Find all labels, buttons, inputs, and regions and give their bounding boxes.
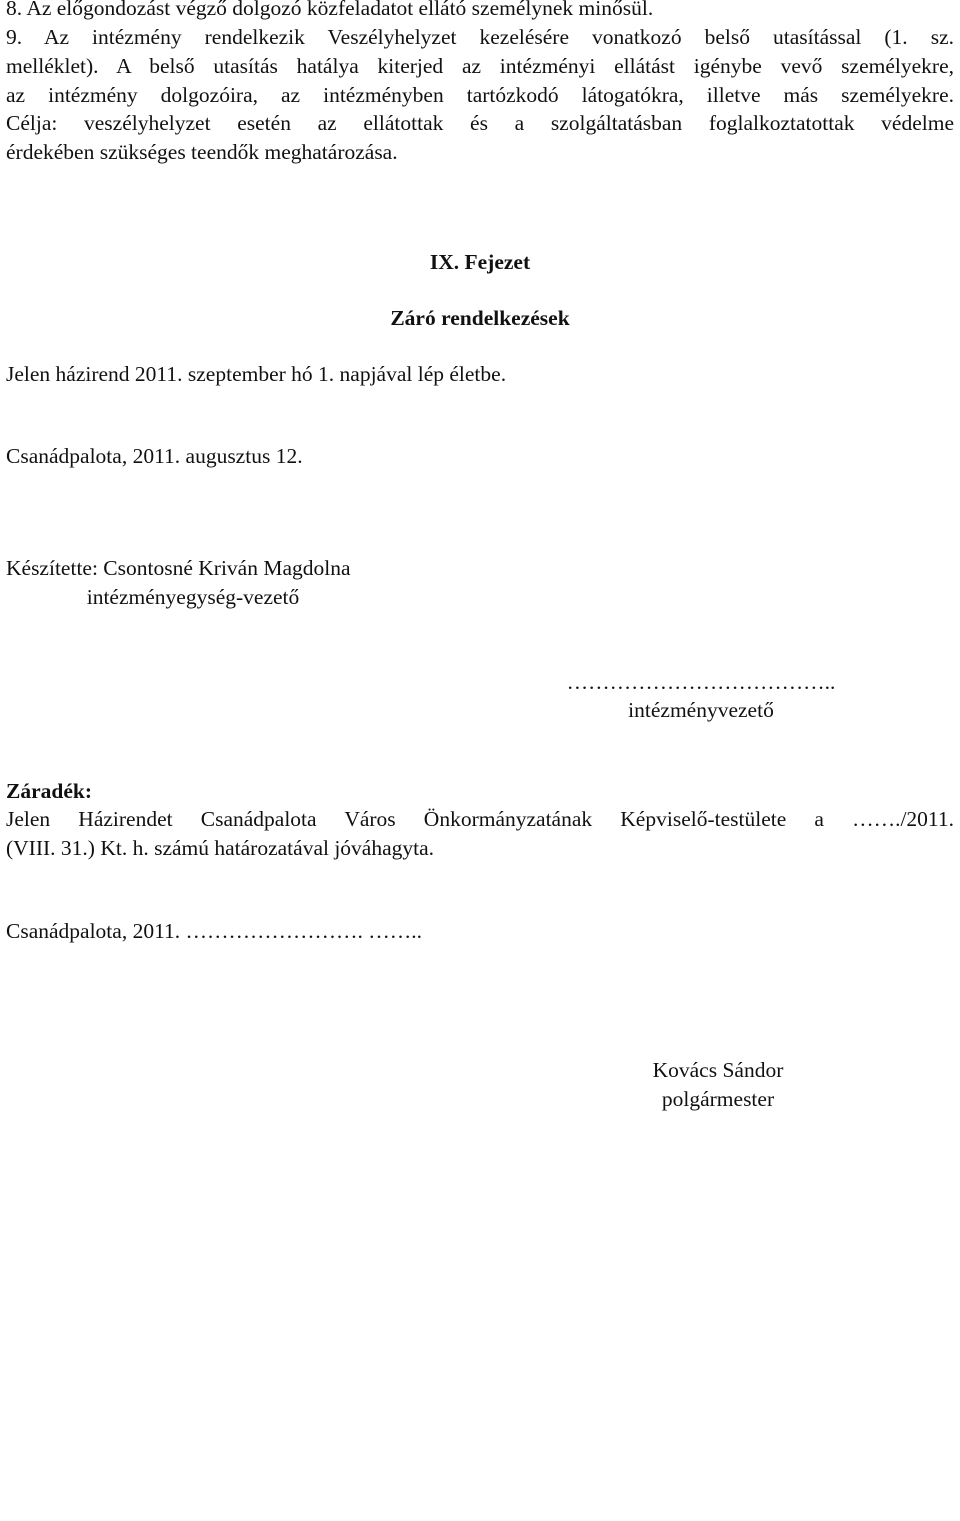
clause-heading: Záradék: (6, 779, 92, 803)
prepared-by: Készítette: Csontosné Kriván Magdolna (6, 556, 351, 580)
director-signature-dots: ……………………………….. (566, 670, 836, 694)
clause-place-date: Csanádpalota, 2011. ……………………. …….. (6, 919, 423, 943)
paragraph-9-line-5: érdekében szükséges teendők meghatározása. (6, 140, 398, 164)
paragraph-9-line-3: az intézmény dolgozóira, az intézményben tartózkodó látogatókra, illetve más személyekre. (6, 83, 954, 107)
clause-line-1: Jelen Házirendet Csanádpalota Város Önkormányzatának Képviselő-testülete a ……./2011. (6, 807, 954, 831)
place-date: Csanádpalota, 2011. augusztus 12. (6, 444, 303, 468)
mayor-role: polgármester (661, 1087, 775, 1111)
mayor-name: Kovács Sándor (652, 1058, 784, 1082)
paragraph-9-line-1: 9. Az intézmény rendelkezik Veszélyhelyzet kezelésére vonatkozó belső utasítással (1. sz. (6, 25, 954, 49)
paragraph-9-line-2: melléklet). A belső utasítás hatálya kiterjed az intézményi ellátást igénybe vevő személyekre, (6, 54, 954, 78)
paragraph-9-line-4: Célja: veszélyhelyzet esetén az ellátottak és a szolgáltatásban foglalkoztatottak védelme (6, 111, 954, 135)
clause-line-2: (VIII. 31.) Kt. h. számú határozatával jóváhagyta. (6, 836, 435, 860)
effective-date: Jelen házirend 2011. szeptember hó 1. napjával lép életbe. (6, 362, 507, 386)
director-role: intézményvezető (628, 698, 774, 722)
prepared-by-role: intézményegység-vezető (86, 585, 300, 609)
chapter-number: IX. Fejezet (429, 250, 531, 274)
paragraph-8: 8. Az előgondozást végző dolgozó közfeladatot ellátó személynek minősül. (6, 0, 654, 20)
chapter-title: Záró rendelkezések (390, 306, 570, 330)
